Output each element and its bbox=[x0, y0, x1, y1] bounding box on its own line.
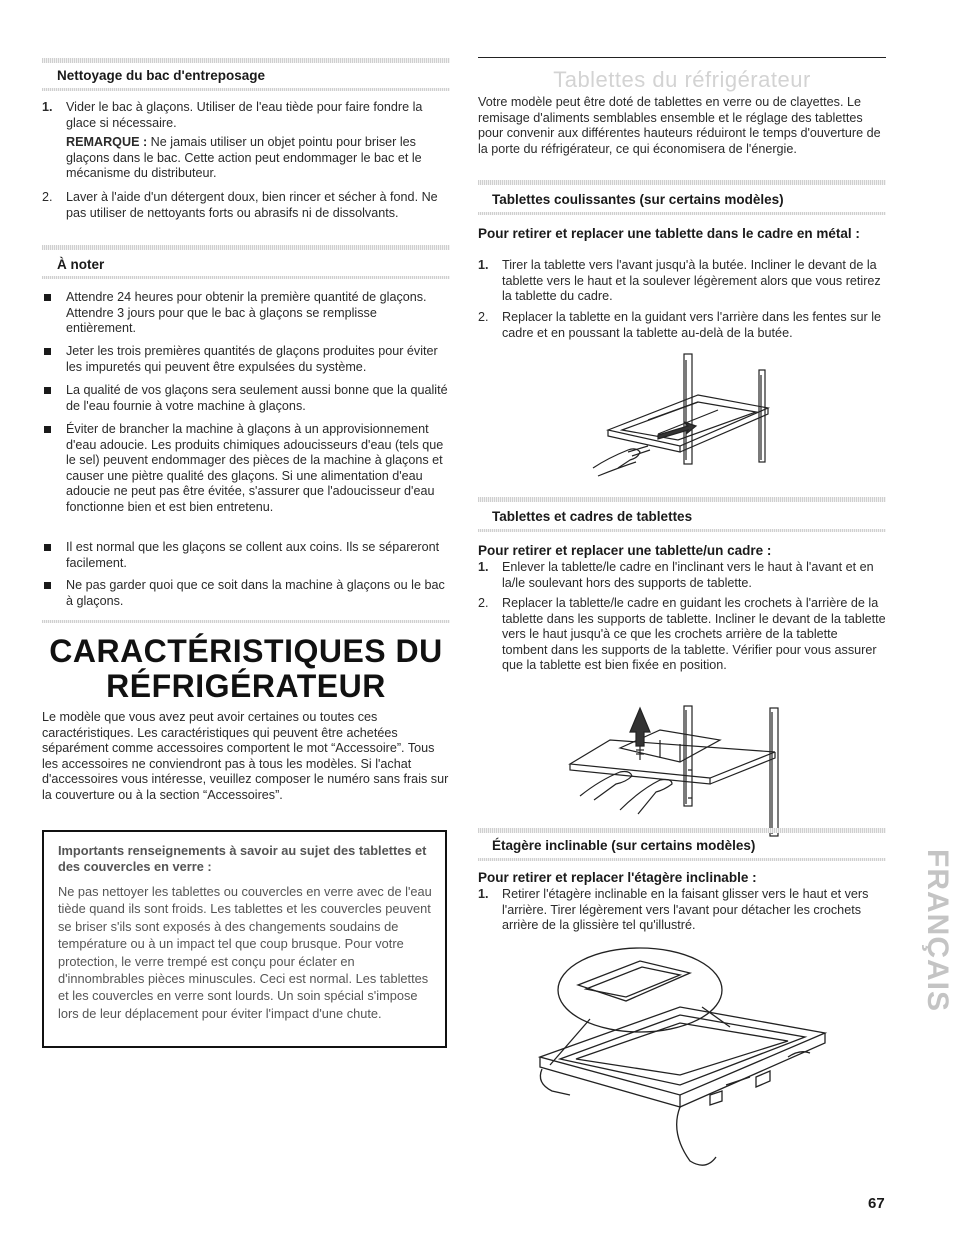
item-number: 1. bbox=[478, 560, 489, 574]
tilting-shelf-illustration bbox=[530, 945, 840, 1175]
item-text: Replacer la tablette/le cadre en guidant les crochets à l'arrière de la tablette dans les supports de tablette. Incliner le devant de la tablette vers le haut jusqu'à ce que les crochets arrière de la tablette tombent dans les supports de la tablette. Vérifier pour vous assurer que la tablette est bien fixée en position. bbox=[502, 596, 886, 673]
rule-s2 bbox=[478, 497, 886, 502]
item-number: 2. bbox=[478, 310, 489, 324]
section-title-cadres: Tablettes et cadres de tablettes bbox=[492, 509, 693, 524]
rule-s3 bbox=[478, 828, 886, 833]
bullet-text: Éviter de brancher la machine à glaçons à un approvisionnement d'eau adoucie. Les produits chimiques adoucisseurs d'eau (tels que le sel) peuvent endommager des pièces de la machine à glaçons et causer une piètre qualité des glaçons. Si une alimentation d'eau adoucie ne peut pas être évitée, s'assurer que l'adoucisseur d'eau fonctionne bien et est bien entretenu. bbox=[66, 422, 444, 514]
rule-before-main-title bbox=[42, 620, 450, 623]
subtitle-tablette-cadre: Pour retirer et replacer une tablette/un cadre : bbox=[478, 543, 772, 558]
page-number: 67 bbox=[868, 1195, 885, 1212]
bullet-text: Jeter les trois premières quantités de glaçons produites pour éviter les impuretés qui peuvent être expulsées du système. bbox=[66, 344, 438, 374]
bullet-text: Il est normal que les glaçons se collent aux coins. Ils se sépareront facilement. bbox=[66, 540, 440, 570]
top-rule-left bbox=[42, 58, 450, 63]
main-title bbox=[42, 634, 450, 704]
warning-title: Importants renseignements à savoir au sujet des tablettes et des couvercles en verre : bbox=[58, 843, 427, 874]
bullet-text: La qualité de vos glaçons sera seulement aussi bonne que la qualité de l'eau fournie à votre machine à glaçons. bbox=[66, 383, 448, 413]
bullet-text: Attendre 24 heures pour obtenir la première quantité de glaçons. Attendre 3 jours pour que le bac à glaçons se remplisse entièrement. bbox=[66, 290, 427, 336]
item-number: 2. bbox=[478, 596, 489, 610]
side-label-text: FRANÇAIS bbox=[921, 849, 954, 1012]
item-number: 2. bbox=[42, 190, 53, 204]
item-number: 1. bbox=[478, 258, 489, 272]
top-rule-right bbox=[478, 57, 886, 58]
rule-s1 bbox=[478, 180, 886, 185]
subtitle-etagere: Pour retirer et replacer l'étagère inclinable : bbox=[478, 870, 757, 885]
item-number: 1. bbox=[478, 887, 489, 901]
item-text: Retirer l'étagère inclinable en la faisant glisser vers le haut et vers l'arrière. Tirer légèrement vers l'avant pour détacher les crochets arrière de la glissière tel qu'illustré. bbox=[502, 887, 869, 933]
bullet-marker bbox=[44, 294, 51, 301]
rule-a-noter bbox=[42, 245, 450, 250]
nettoyage-item-1 bbox=[42, 100, 450, 190]
bullet-marker bbox=[44, 582, 51, 589]
remarque-label: REMARQUE : bbox=[66, 135, 148, 150]
section-title-coulissantes: Tablettes coulissantes (sur certains modèles) bbox=[492, 192, 784, 207]
bullet-marker bbox=[44, 348, 51, 355]
bullet-text: Ne pas garder quoi que ce soit dans la machine à glaçons ou le bac à glaçons. bbox=[66, 578, 445, 608]
shelf-frame-illustration bbox=[560, 700, 790, 840]
rule-under-s3 bbox=[478, 858, 886, 861]
item-text: Enlever la tablette/le cadre en l'inclinant vers le haut à l'avant et en la/le soulevant hors des supports de tablette. bbox=[502, 560, 874, 590]
rule-under-s2 bbox=[478, 529, 886, 532]
glass-warning-box bbox=[42, 830, 447, 1048]
warning-text: Ne pas nettoyer les tablettes ou couvercles en verre avec de l'eau tiède quand ils sont froids. Les tablettes et les couvercles peuvent se briser s'ils sont exposés à des changements soudains de température ou à un impact tel que coup brusque. Pour votre protection, le verre trempé est conçu pour éclater en d'innombrables pièces minuscules. Ceci est normal. Les tablettes et les couvercles en verre sont lourds. Un soin spécial s'impose lors de leur déplacement pour éviter l'impact d'une chute. bbox=[58, 884, 432, 1021]
tablettes-intro: Votre modèle peut être doté de tablettes en verre ou de clayettes. Le remisage d'aliments semblables ensemble et le réglage des tablettes pour convenir aux différentes hauteurs réduiront le temps d'ouverture de la porte du réfrigérateur, ce qui économisera de l'énergie. bbox=[478, 95, 881, 156]
features-intro: Le modèle que vous avez peut avoir certaines ou toutes ces caractéristiques. Les caractéristiques qui peuvent être achetées séparément comme accessoires comportent le mot “Accessoire”. Tous les accessoires ne conviendront pas à tous les modèles. Si l'achat d'accessoires vous intéresse, veuillez composer le numéro sans frais sur la couverture ou à la section “Accessoires”. bbox=[42, 710, 449, 802]
item-text: Laver à l'aide d'un détergent doux, bien rincer et sécher à fond. Ne pas utiliser de nettoyants forts ou abrasifs ni de dissolvants. bbox=[66, 190, 438, 220]
bullet-marker bbox=[44, 544, 51, 551]
item-text: Vider le bac à glaçons. Utiliser de l'eau tiède pour faire fondre la glace si nécessaire. bbox=[66, 100, 423, 130]
language-side-tab bbox=[900, 845, 954, 1055]
item-text: Tirer la tablette vers l'avant jusqu'à la butée. Incliner le devant de la tablette vers le haut et la soulever légèrement alors que vous retirez la tablette du cadre. bbox=[502, 258, 881, 304]
section-title-a-noter: À noter bbox=[57, 257, 105, 272]
rule-under-a-noter bbox=[42, 276, 450, 279]
bullet-marker bbox=[44, 426, 51, 433]
main-title-line-1: CARACTÉRISTIQUES DU bbox=[49, 633, 443, 669]
subtitle-cadre-metal: Pour retirer et replacer une tablette dans le cadre en métal : bbox=[478, 226, 860, 241]
bullet-marker bbox=[44, 387, 51, 394]
main-title-line-2: RÉFRIGÉRATEUR bbox=[106, 668, 386, 704]
sliding-shelf-illustration bbox=[588, 350, 778, 490]
section-title-etagere: Étagère inclinable (sur certains modèles) bbox=[492, 838, 756, 853]
nettoyage-item-2 bbox=[42, 190, 450, 240]
remarque-text: Ne jamais utiliser un objet pointu pour briser les glaçons dans le bac. Cette action peut endommager le bac et le mécanisme du distributeur. bbox=[66, 135, 422, 181]
rule-under-s1 bbox=[478, 212, 886, 215]
rule-under-title bbox=[42, 88, 450, 91]
section-title-nettoyage: Nettoyage du bac d'entreposage bbox=[57, 68, 266, 83]
item-text: Replacer la tablette en la guidant vers l'arrière dans les fentes sur le cadre et en poussant la tablette au-delà de la butée. bbox=[502, 310, 882, 340]
item-number: 1. bbox=[42, 100, 53, 114]
heading-tablettes: Tablettes du réfrigérateur bbox=[553, 67, 811, 92]
